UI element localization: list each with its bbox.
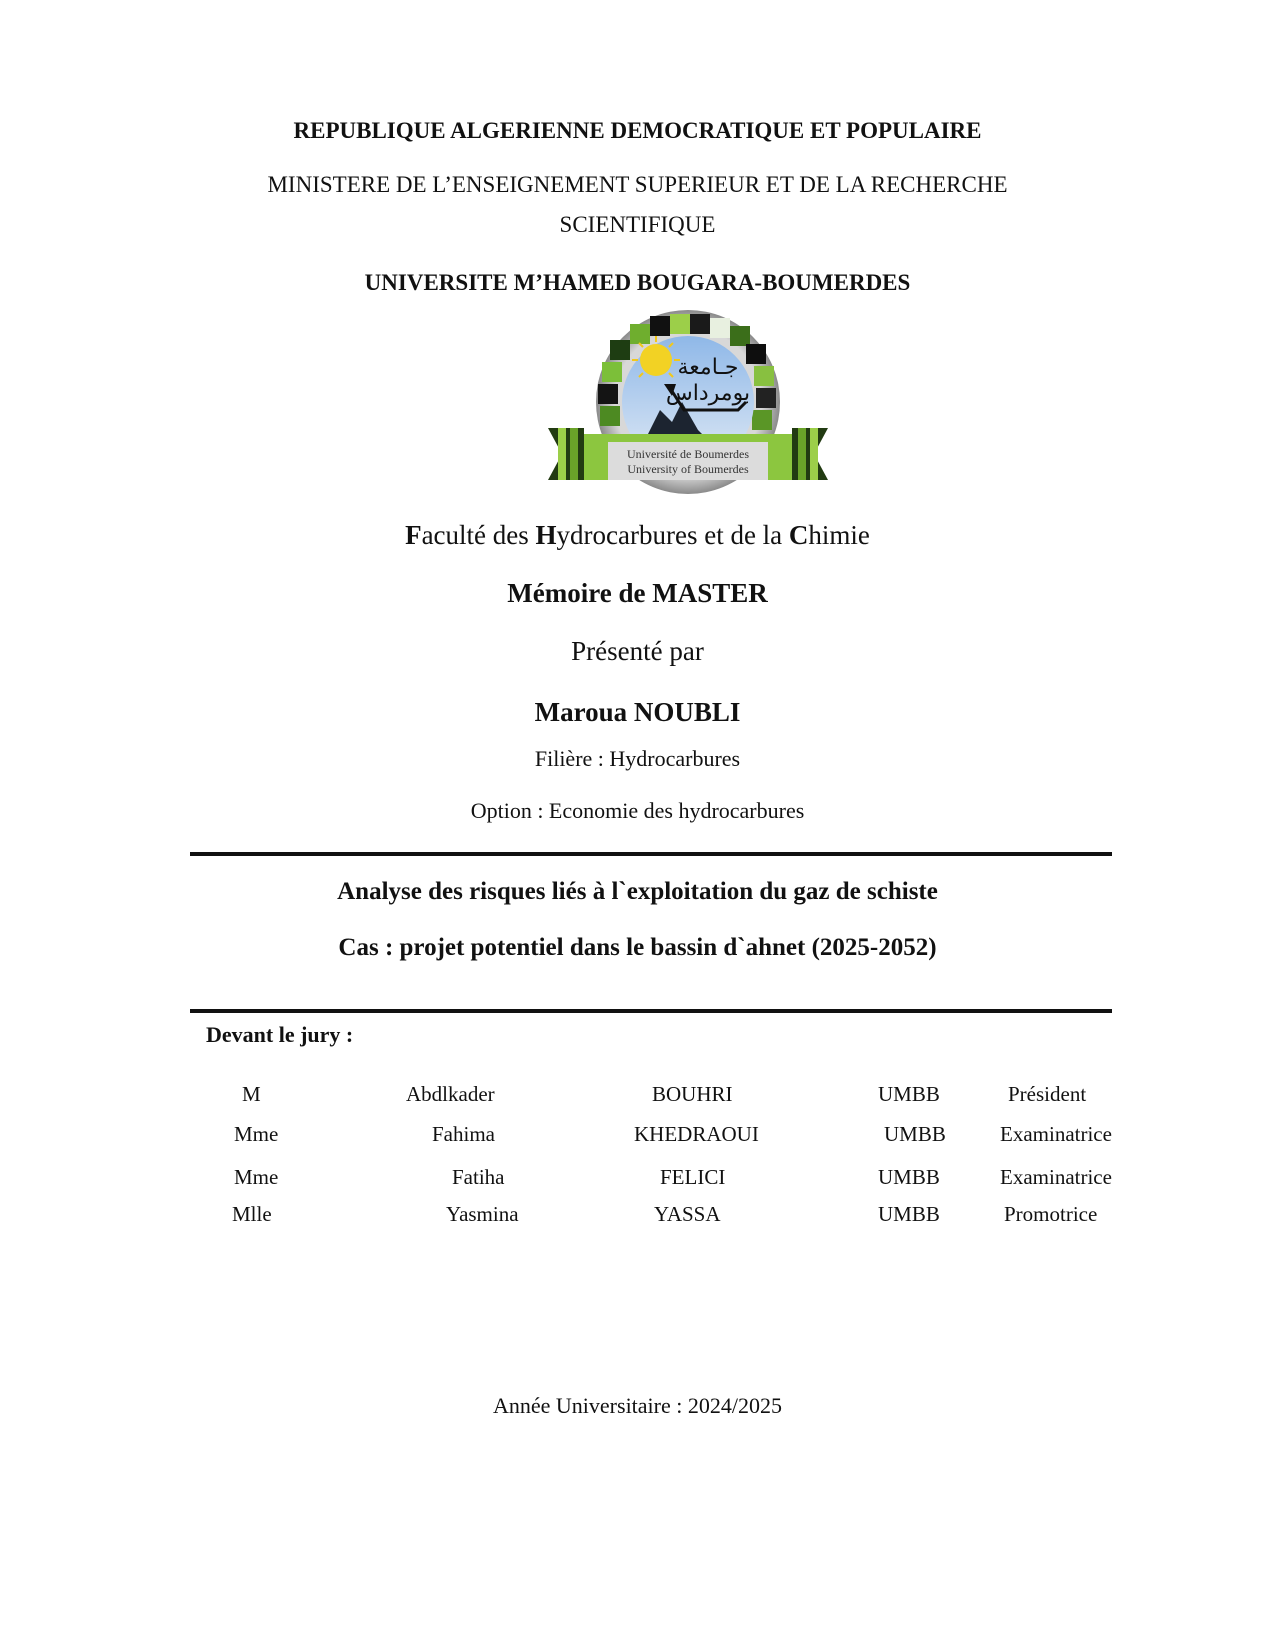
- divider-bottom: [190, 1009, 1112, 1013]
- jury-title: Mme: [234, 1165, 279, 1189]
- svg-text:University of Boumerdes: University of Boumerdes: [627, 462, 749, 476]
- author-name: Maroua NOUBLI: [534, 697, 741, 727]
- thesis-title: Analyse des risques liés à l`exploitation du gaz de schiste: [337, 878, 938, 905]
- presented-by-label: Présenté par: [571, 636, 704, 666]
- jury-institution: UMBB: [878, 1202, 940, 1226]
- jury-role: Examinatrice: [1000, 1122, 1112, 1146]
- jury-label: Devant le jury :: [206, 1022, 354, 1047]
- ministry-line-1: MINISTERE DE L’ENSEIGNEMENT SUPERIEUR ET DE LA RECHERCHE: [267, 172, 1008, 197]
- jury-institution: UMBB: [884, 1122, 946, 1146]
- jury-last-name: YASSA: [654, 1202, 721, 1226]
- jury-role: Promotrice: [1004, 1202, 1098, 1226]
- jury-title: M: [242, 1082, 261, 1106]
- jury-first-name: Fatiha: [452, 1165, 505, 1189]
- jury-first-name: Fahima: [432, 1122, 495, 1146]
- academic-year: Année Universitaire : 2024/2025: [493, 1393, 782, 1418]
- svg-text:بومرداس: بومرداس: [665, 381, 751, 406]
- thesis-type: Mémoire de MASTER: [507, 578, 768, 608]
- svg-text:Université de Boumerdes: Université de Boumerdes: [627, 447, 749, 461]
- jury-institution: UMBB: [878, 1082, 940, 1106]
- jury-institution: UMBB: [878, 1165, 940, 1189]
- jury-title: Mlle: [232, 1202, 272, 1226]
- jury-first-name: Yasmina: [446, 1202, 519, 1226]
- jury-first-name: Abdlkader: [406, 1082, 495, 1106]
- ministry-line-2: SCIENTIFIQUE: [559, 212, 716, 237]
- jury-last-name: FELICI: [660, 1165, 726, 1189]
- faculty-name: Faculté des Hydrocarbures et de la Chimie: [405, 520, 870, 550]
- svg-text:جـامعة: جـامعة: [677, 355, 739, 380]
- study-option: Option : Economie des hydrocarbures: [470, 798, 805, 823]
- divider-top: [190, 852, 1112, 856]
- field-of-study: Filière : Hydrocarbures: [534, 746, 741, 771]
- jury-last-name: KHEDRAOUI: [634, 1122, 759, 1146]
- university-heading: UNIVERSITE M’HAMED BOUGARA-BOUMERDES: [364, 270, 911, 295]
- thesis-subtitle: Cas : projet potentiel dans le bassin d`ahnet (2025-2052): [338, 934, 937, 961]
- jury-role: Examinatrice: [1000, 1165, 1112, 1189]
- jury-title: Mme: [234, 1122, 279, 1146]
- university-logo: [548, 310, 828, 510]
- jury-role: Président: [1008, 1082, 1087, 1106]
- jury-last-name: BOUHRI: [652, 1082, 733, 1106]
- republic-heading: REPUBLIQUE ALGERIENNE DEMOCRATIQUE ET POPULAIRE: [293, 118, 982, 143]
